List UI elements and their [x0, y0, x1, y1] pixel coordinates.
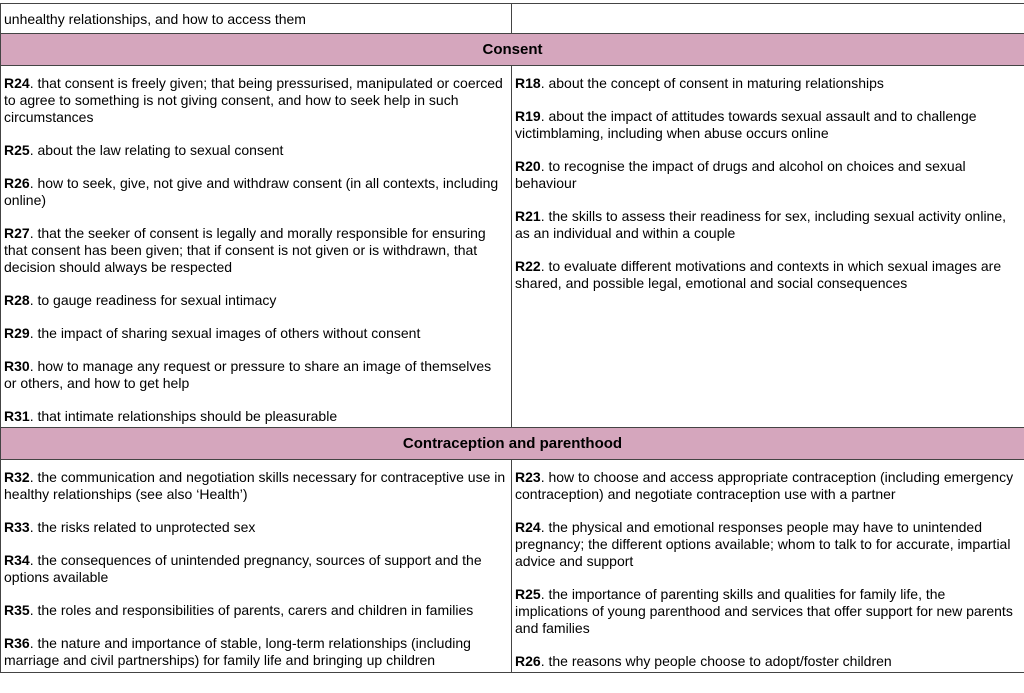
list-item [4, 292, 506, 309]
list-item [515, 108, 1019, 142]
list-item [515, 469, 1019, 503]
contraception-left-cell [1, 460, 512, 673]
list-item [515, 653, 1019, 670]
curriculum-table [0, 3, 1024, 673]
section-header-consent [1, 34, 1024, 66]
item-code: R32 [4, 469, 30, 485]
item-code: R26 [4, 175, 30, 191]
item-text: . the communication and negotiation skills necessary for contraceptive use in healthy relationships (see also ‘Health’) [4, 469, 506, 502]
item-text: . how to seek, give, not give and withdraw consent (in all contexts, including online) [4, 175, 499, 208]
item-code: R26 [515, 653, 541, 669]
list-item [4, 602, 506, 619]
item-code: R21 [515, 208, 541, 224]
item-text: . the risks related to unprotected sex [29, 519, 256, 535]
list-item [4, 142, 506, 159]
item-text: . the impact of sharing sexual images of others without consent [29, 325, 421, 341]
consent-right-cell [512, 66, 1024, 428]
item-text: . the consequences of unintended pregnancy, sources of support and the options available [4, 552, 482, 585]
item-code: R29 [4, 325, 30, 341]
item-text: . about the impact of attitudes towards sexual assault and to challenge victimblaming, including when abuse occurs online [515, 108, 977, 141]
item-code: R31 [4, 408, 30, 424]
item-text: . the skills to assess their readiness for sex, including sexual activity online, as an individual and within a couple [515, 208, 1007, 241]
list-item [4, 175, 506, 209]
item-code: R36 [4, 635, 30, 651]
item-text: . how to choose and access appropriate contraception (including emergency contraception) and negotiate contraception use with a partner [515, 469, 1014, 502]
item-code: R25 [4, 142, 30, 158]
list-item [515, 208, 1019, 242]
list-item [4, 408, 506, 425]
item-text: . that consent is freely given; that being pressurised, manipulated or coerced to agree to something is not giving consent, and how to seek help in such circumstances [4, 75, 503, 125]
item-code: R34 [4, 552, 30, 568]
list-item [4, 519, 506, 536]
item-code: R30 [4, 358, 30, 374]
list-item [4, 469, 506, 503]
item-code: R23 [515, 469, 541, 485]
item-text: . the reasons why people choose to adopt/foster children [540, 653, 892, 669]
contraception-right-cell [512, 460, 1024, 673]
table-row [1, 460, 1024, 673]
item-code: R19 [515, 108, 541, 124]
item-code: R24 [4, 75, 30, 91]
item-text: . to evaluate different motivations and contexts in which sexual images are shared, and possible legal, emotional and social consequences [515, 258, 1002, 291]
table-row [1, 66, 1024, 428]
list-item [515, 75, 1019, 92]
item-text: . the physical and emotional responses people may have to unintended pregnancy; the different options available; whom to talk to for accurate, impartial advice and support [515, 519, 1011, 569]
item-text: . how to manage any request or pressure to share an image of themselves or others, and how to get help [4, 358, 492, 391]
consent-left-cell [1, 66, 512, 428]
item-code: R25 [515, 586, 541, 602]
list-item [515, 258, 1019, 292]
list-item [4, 225, 506, 276]
item-code: R22 [515, 258, 541, 274]
item-code: R27 [4, 225, 30, 241]
top-left-cell: unhealthy relationships, and how to access them [1, 4, 512, 34]
list-item [4, 75, 506, 126]
item-code: R33 [4, 519, 30, 535]
list-item [4, 358, 506, 392]
list-item [4, 635, 506, 669]
item-code: R28 [4, 292, 30, 308]
list-item [515, 158, 1019, 192]
item-text: . about the concept of consent in maturing relationships [540, 75, 884, 91]
item-text: . that intimate relationships should be pleasurable [29, 408, 338, 424]
item-text: . about the law relating to sexual consent [29, 142, 284, 158]
item-text: . to gauge readiness for sexual intimacy [29, 292, 277, 308]
item-text: . the nature and importance of stable, long-term relationships (including marriage and civil partnerships) for family life and bringing up children [4, 635, 471, 668]
section-header-contraception [1, 428, 1024, 460]
section-title: Contraception and parenthood [1, 428, 1024, 460]
list-item [515, 519, 1019, 570]
item-code: R18 [515, 75, 541, 91]
top-right-cell [512, 4, 1024, 34]
item-text: . that the seeker of consent is legally and morally responsible for ensuring that consent has been given; that if consent is not given or is withdrawn, that decision should always be respected [4, 225, 486, 275]
item-text: . the roles and responsibilities of parents, carers and children in families [29, 602, 474, 618]
item-code: R24 [515, 519, 541, 535]
list-item [515, 586, 1019, 637]
list-item [4, 325, 506, 342]
item-text: . to recognise the impact of drugs and alcohol on choices and sexual behaviour [515, 158, 966, 191]
item-code: R35 [4, 602, 30, 618]
section-title: Consent [1, 34, 1024, 66]
item-code: R20 [515, 158, 541, 174]
item-text: . the importance of parenting skills and qualities for family life, the implications of young parenthood and services that offer support for new parents and families [515, 586, 1013, 636]
list-item [4, 552, 506, 586]
table-row [1, 4, 1024, 34]
